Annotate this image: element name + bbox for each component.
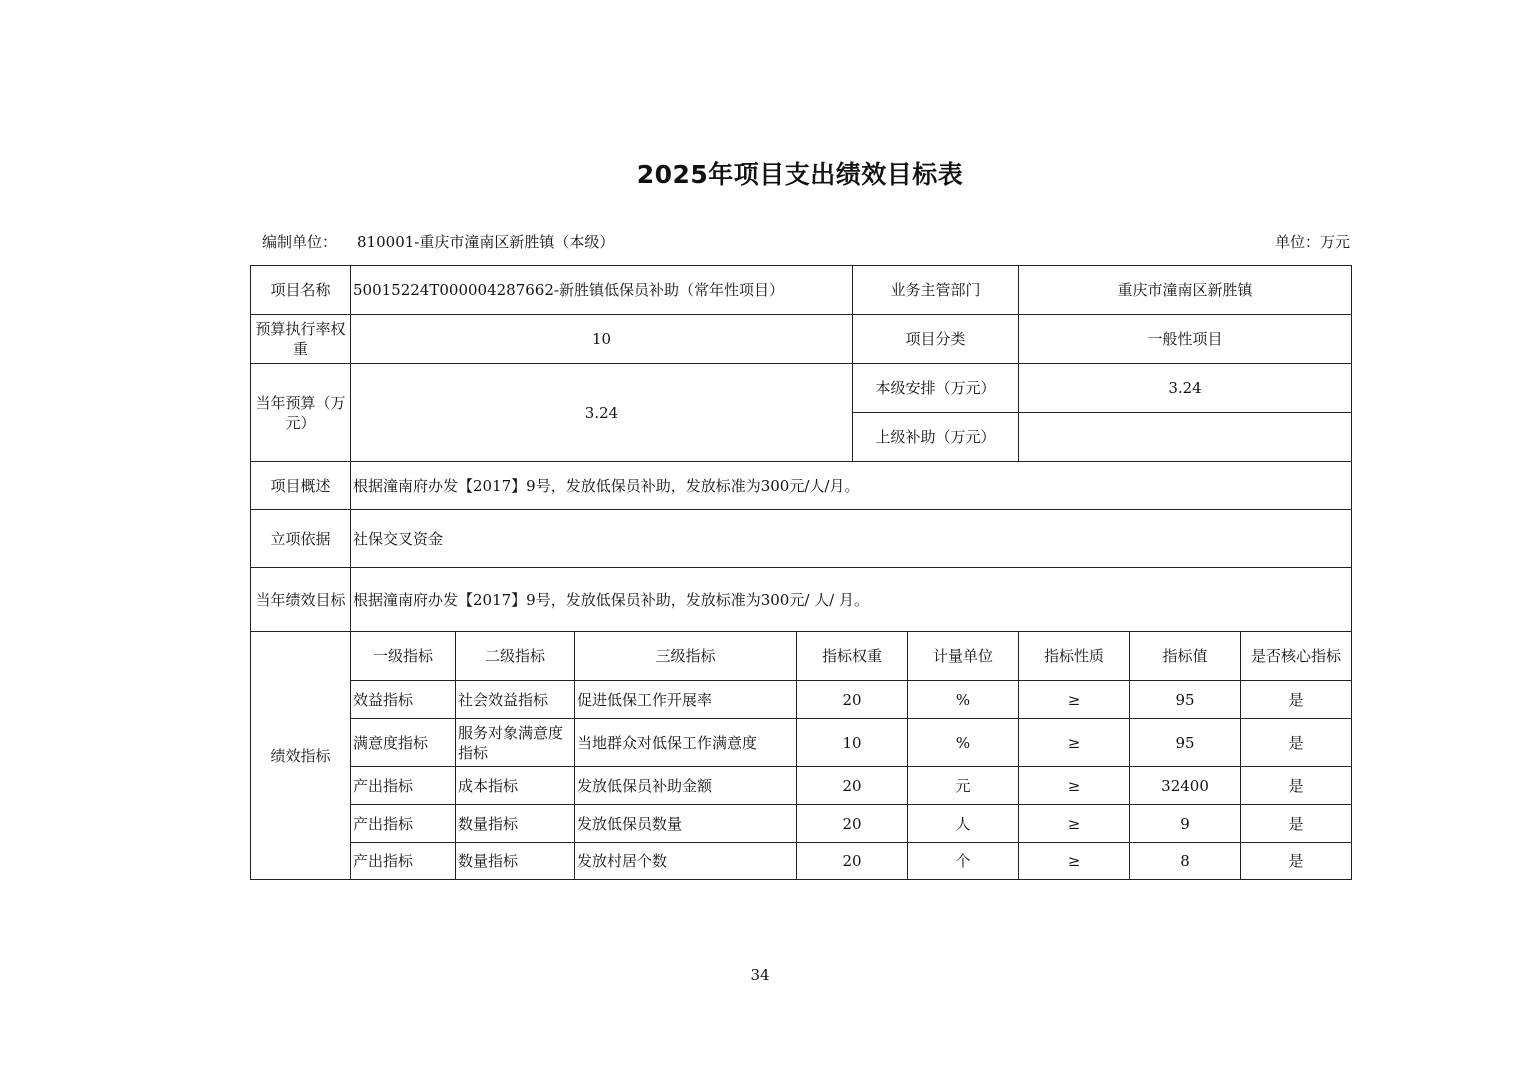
value-cell: 8 — [1130, 843, 1241, 880]
nature-cell: ≥ — [1019, 719, 1130, 767]
goal-value: 根据潼南府办发【2017】9号，发放低保员补助，发放标准为300元/ 人/ 月。 — [351, 568, 1352, 632]
table-row — [251, 681, 1352, 719]
category-value: 一般性项目 — [1019, 315, 1352, 364]
level3-cell: 发放低保员补助金额 — [575, 767, 797, 805]
weight-cell: 20 — [797, 805, 908, 843]
unit-cell: 元 — [908, 767, 1019, 805]
local-label: 本级安排（万元） — [853, 364, 1019, 413]
col-header: 二级指标 — [456, 632, 575, 681]
level3-cell: 促进低保工作开展率 — [575, 681, 797, 719]
core-cell: 是 — [1241, 805, 1352, 843]
level1-cell: 产出指标 — [351, 843, 456, 880]
weight-cell: 20 — [797, 681, 908, 719]
level2-cell: 社会效益指标 — [456, 681, 575, 719]
nature-cell: ≥ — [1019, 843, 1130, 880]
row-overview — [251, 462, 1352, 510]
value-cell: 32400 — [1130, 767, 1241, 805]
weight-cell: 20 — [797, 843, 908, 880]
indicators-section-label: 绩效指标 — [251, 632, 351, 880]
level1-cell: 产出指标 — [351, 767, 456, 805]
level2-cell: 数量指标 — [456, 843, 575, 880]
unit-label: 单位：万元 — [1274, 233, 1350, 251]
org-label: 编制单位： — [262, 233, 338, 251]
level2-cell: 服务对象满意度指标 — [456, 719, 575, 767]
org-value: 810001-重庆市潼南区新胜镇（本级） — [357, 233, 615, 251]
level1-cell: 效益指标 — [351, 681, 456, 719]
org-info — [262, 231, 614, 252]
weight-cell: 20 — [797, 767, 908, 805]
col-header: 指标性质 — [1019, 632, 1130, 681]
dept-label: 业务主管部门 — [853, 266, 1019, 315]
budget-label: 当年预算（万元） — [251, 364, 351, 462]
upper-value — [1019, 413, 1352, 462]
row-budget-local — [251, 364, 1352, 413]
col-header: 指标权重 — [797, 632, 908, 681]
row-goal — [251, 568, 1352, 632]
row-basis — [251, 510, 1352, 568]
budget-value: 3.24 — [351, 364, 853, 462]
unit-cell: 人 — [908, 805, 1019, 843]
nature-cell: ≥ — [1019, 681, 1130, 719]
weight-label: 预算执行率权重 — [251, 315, 351, 364]
level3-cell: 当地群众对低保工作满意度 — [575, 719, 797, 767]
nature-cell: ≥ — [1019, 805, 1130, 843]
page-title: 2025年项目支出绩效目标表 — [636, 160, 964, 189]
dept-value: 重庆市潼南区新胜镇 — [1019, 266, 1352, 315]
col-header: 是否核心指标 — [1241, 632, 1352, 681]
level2-cell: 成本指标 — [456, 767, 575, 805]
overview-label: 项目概述 — [251, 462, 351, 510]
indicator-header-row — [251, 632, 1352, 681]
performance-table — [250, 265, 1352, 880]
level1-cell: 满意度指标 — [351, 719, 456, 767]
col-header: 一级指标 — [351, 632, 456, 681]
upper-label: 上级补助（万元） — [853, 413, 1019, 462]
col-header: 三级指标 — [575, 632, 797, 681]
core-cell: 是 — [1241, 719, 1352, 767]
col-header: 计量单位 — [908, 632, 1019, 681]
value-cell: 95 — [1130, 719, 1241, 767]
basis-value: 社保交叉资金 — [351, 510, 1352, 568]
table-row — [251, 719, 1352, 767]
nature-cell: ≥ — [1019, 767, 1130, 805]
core-cell: 是 — [1241, 843, 1352, 880]
level1-cell: 产出指标 — [351, 805, 456, 843]
unit-cell: % — [908, 681, 1019, 719]
overview-value: 根据潼南府办发【2017】9号，发放低保员补助，发放标准为300元/人/月。 — [351, 462, 1352, 510]
table-row — [251, 767, 1352, 805]
page-number: 34 — [750, 966, 770, 984]
core-cell: 是 — [1241, 681, 1352, 719]
table-row — [251, 843, 1352, 880]
level3-cell: 发放村居个数 — [575, 843, 797, 880]
category-label: 项目分类 — [853, 315, 1019, 364]
unit-cell: 个 — [908, 843, 1019, 880]
local-value: 3.24 — [1019, 364, 1352, 413]
unit-cell: % — [908, 719, 1019, 767]
weight-cell: 10 — [797, 719, 908, 767]
basis-label: 立项依据 — [251, 510, 351, 568]
project-name-value: 50015224T000004287662-新胜镇低保员补助（常年性项目） — [351, 266, 853, 315]
value-cell: 95 — [1130, 681, 1241, 719]
row-project-name — [251, 266, 1352, 315]
value-cell: 9 — [1130, 805, 1241, 843]
level2-cell: 数量指标 — [456, 805, 575, 843]
core-cell: 是 — [1241, 767, 1352, 805]
project-name-label: 项目名称 — [251, 266, 351, 315]
row-weight — [251, 315, 1352, 364]
col-header: 指标值 — [1130, 632, 1241, 681]
goal-label: 当年绩效目标 — [251, 568, 351, 632]
table-row — [251, 805, 1352, 843]
level3-cell: 发放低保员数量 — [575, 805, 797, 843]
weight-value: 10 — [351, 315, 853, 364]
